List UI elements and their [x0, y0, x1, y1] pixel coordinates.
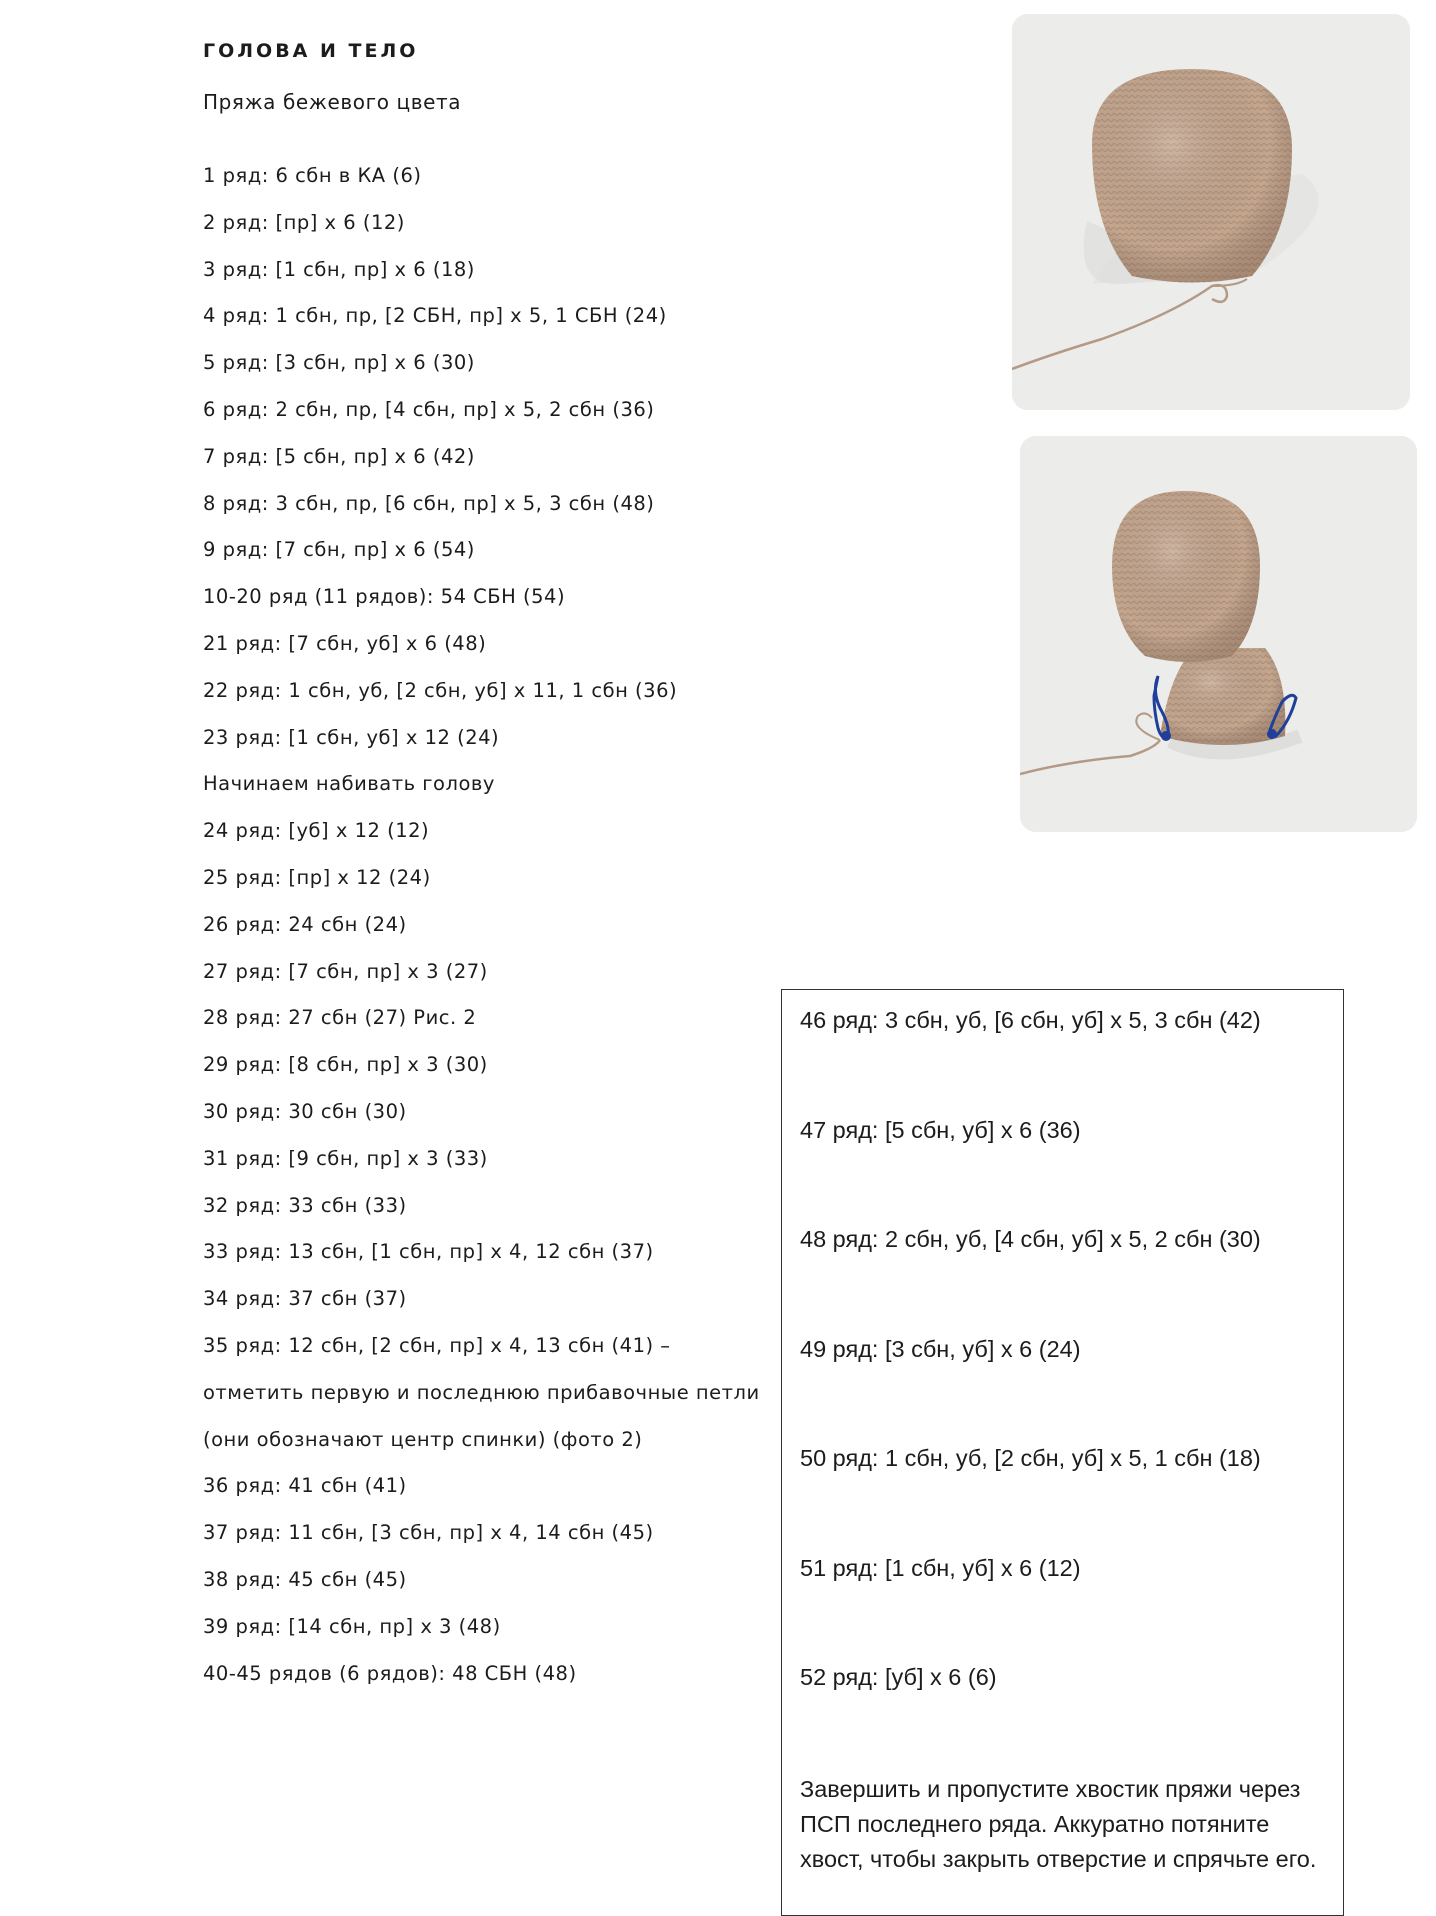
pattern-row: 6 ряд: 2 сбн, пр, [4 сбн, пр] х 5, 2 сбн (36)	[203, 397, 655, 421]
pattern-row: 10-20 ряд (11 рядов): 54 СБН (54)	[203, 585, 566, 609]
pattern-row: 35 ряд: 12 сбн, [2 сбн, пр] х 4, 13 сбн (41) –	[203, 1333, 671, 1357]
pattern-row: 3 ряд: [1 сбн, пр] х 6 (18)	[203, 257, 475, 281]
pattern-row: 9 ряд: [7 сбн, пр] х 6 (54)	[203, 538, 475, 562]
pattern-instruction: отметить первую и последнюю прибавочные петли	[203, 1380, 760, 1404]
pattern-row: 36 ряд: 41 сбн (41)	[203, 1474, 407, 1498]
pattern-row: 37 ряд: 11 сбн, [3 сбн, пр] х 4, 14 сбн (45)	[203, 1521, 654, 1545]
decrease-rows-box	[781, 989, 1344, 1916]
pattern-row: 2 ряд: [пр] х 6 (12)	[203, 210, 405, 234]
box-pattern-row: 47 ряд: [5 сбн, уб] х 6 (36)	[800, 1117, 1081, 1143]
pattern-row: 7 ряд: [5 сбн, пр] х 6 (42)	[203, 444, 475, 468]
yarn-color-note: Пряжа бежевого цвета	[203, 90, 462, 114]
pattern-row: 22 ряд: 1 сбн, уб, [2 сбн, уб] х 11, 1 сбн (36)	[203, 678, 678, 702]
pattern-row: 32 ряд: 33 сбн (33)	[203, 1193, 407, 1217]
pattern-row: 23 ряд: [1 сбн, уб] х 12 (24)	[203, 725, 500, 749]
finishing-note: Завершить и пропустите хвостик пряжи через ПСП последнего ряда. Аккуратно потяните хвост, чтобы закрыть отверстие и спрячьте его.	[800, 1776, 1317, 1872]
pattern-row: 24 ряд: [уб] х 12 (12)	[203, 819, 430, 843]
box-pattern-row: 48 ряд: 2 сбн, уб, [4 сбн, уб] х 5, 2 сбн (30)	[800, 1226, 1261, 1252]
pattern-row: 4 ряд: 1 сбн, пр, [2 СБН, пр] х 5, 1 СБН (24)	[203, 304, 667, 328]
pattern-row: 34 ряд: 37 сбн (37)	[203, 1287, 407, 1311]
box-pattern-row: 50 ряд: 1 сбн, уб, [2 сбн, уб] х 5, 1 сбн (18)	[800, 1445, 1261, 1471]
pattern-row: 39 ряд: [14 сбн, пр] х 3 (48)	[203, 1614, 501, 1638]
pattern-row: 25 ряд: [пр] х 12 (24)	[203, 865, 431, 889]
pattern-row: 1 ряд: 6 сбн в КА (6)	[203, 164, 422, 187]
pattern-row: 8 ряд: 3 сбн, пр, [6 сбн, пр] х 5, 3 сбн (48)	[203, 491, 655, 515]
pattern-row: 33 ряд: 13 сбн, [1 сбн, пр] х 4, 12 сбн (37)	[203, 1240, 654, 1264]
crocheted-head-and-body-photo	[1020, 436, 1417, 832]
pattern-row: 26 ряд: 24 сбн (24)	[203, 912, 407, 936]
pattern-row: 31 ряд: [9 сбн, пр] х 3 (33)	[203, 1146, 488, 1170]
page-title: ГОЛОВА И ТЕЛО	[203, 40, 419, 62]
pattern-row: 38 ряд: 45 сбн (45)	[203, 1567, 407, 1591]
box-pattern-row: 49 ряд: [3 сбн, уб] х 6 (24)	[800, 1336, 1081, 1362]
pattern-row: 28 ряд: 27 сбн (27) Рис. 2	[203, 1006, 477, 1030]
pattern-instruction: Начинаем набивать голову	[203, 772, 495, 796]
pattern-row: 29 ряд: [8 сбн, пр] х 3 (30)	[203, 1053, 488, 1077]
pattern-rows	[203, 161, 783, 1705]
pattern-row: 5 ряд: [3 сбн, пр] х 6 (30)	[203, 351, 475, 375]
pattern-row: 27 ряд: [7 сбн, пр] х 3 (27)	[203, 959, 488, 983]
crocheted-head-photo	[1012, 14, 1410, 410]
pattern-instruction: (они обозначают центр спинки) (фото 2)	[203, 1427, 643, 1451]
box-pattern-row: 51 ряд: [1 сбн, уб] х 6 (12)	[800, 1555, 1081, 1581]
pattern-row: 40-45 рядов (6 рядов): 48 СБН (48)	[203, 1661, 577, 1685]
pattern-row: 30 ряд: 30 сбн (30)	[203, 1099, 407, 1123]
box-pattern-row: 46 ряд: 3 сбн, уб, [6 сбн, уб] х 5, 3 сбн (42)	[800, 1007, 1261, 1033]
pattern-row: 21 ряд: [7 сбн, уб] х 6 (48)	[203, 631, 487, 655]
box-pattern-row: 52 ряд: [уб] х 6 (6)	[800, 1664, 997, 1690]
